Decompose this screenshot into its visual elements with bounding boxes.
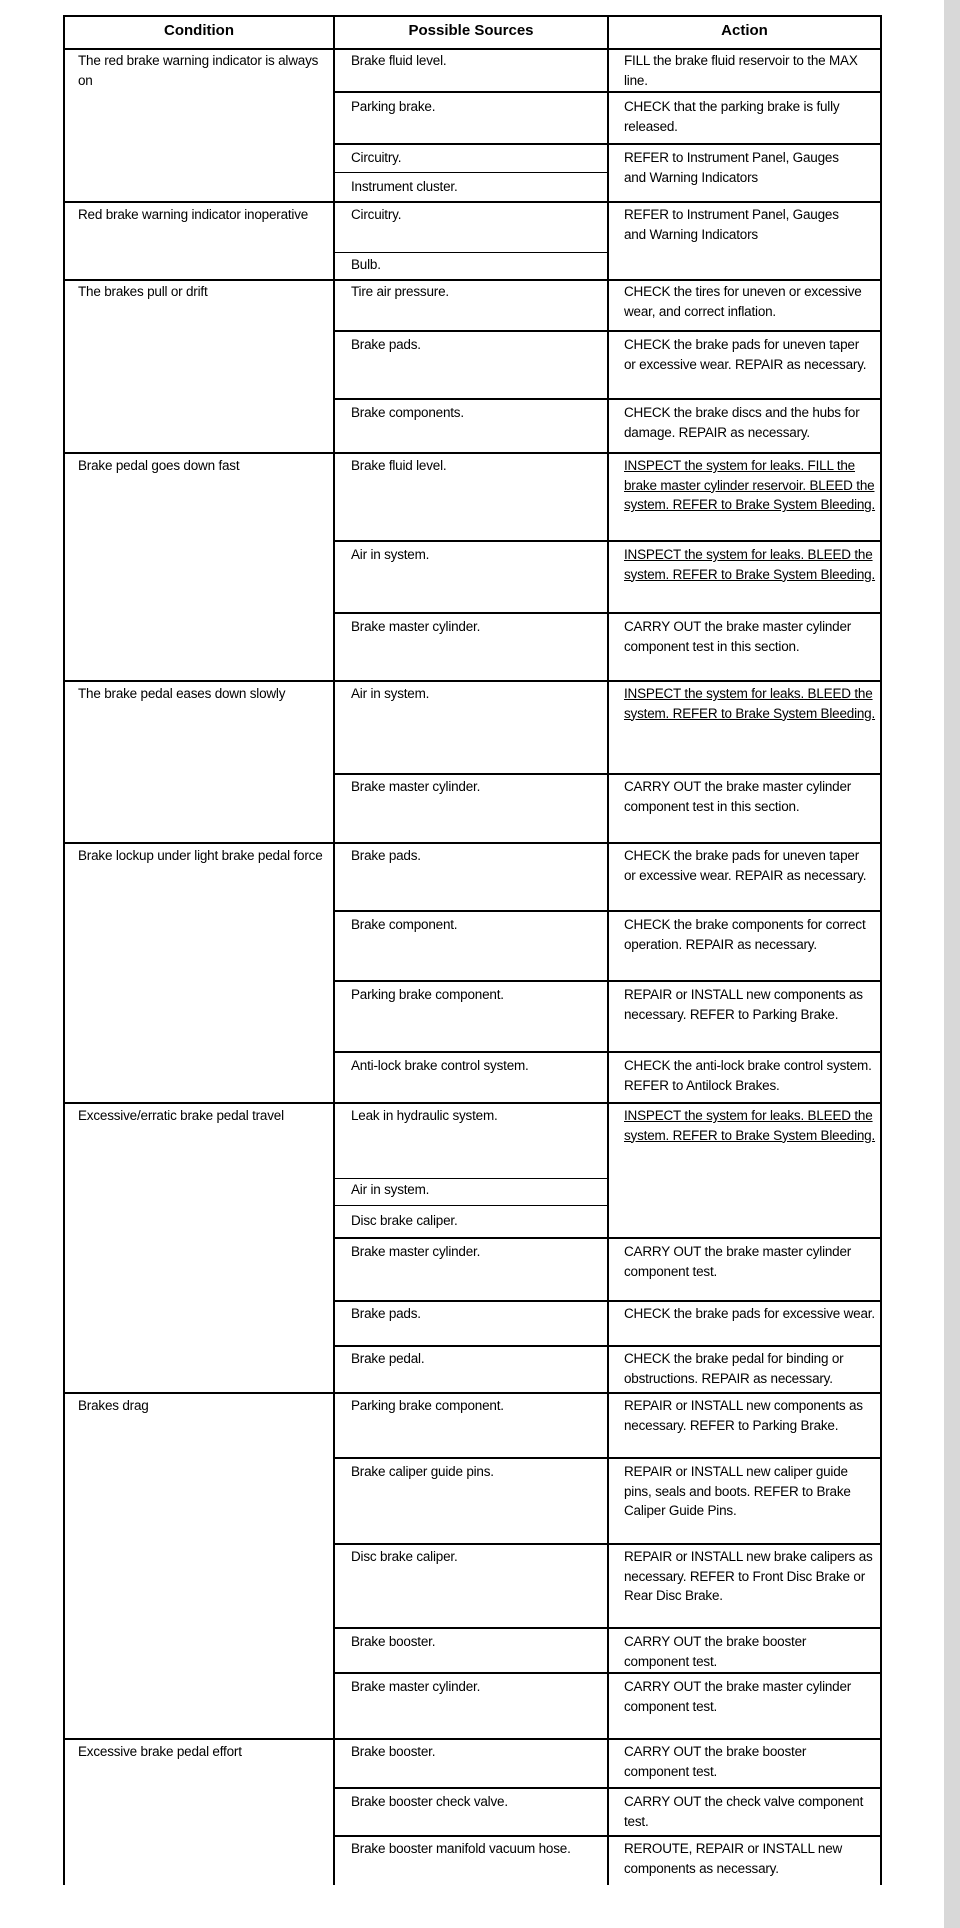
column-divider-2 [607, 15, 609, 1885]
source-cell: Anti-lock brake control system. [351, 1058, 529, 1073]
row-group-divider [63, 842, 882, 844]
condition-cell: The brake pedal eases down slowly [78, 686, 286, 701]
source-cell: Brake pads. [351, 337, 421, 352]
row-divider [335, 1237, 882, 1239]
source-cell: Brake caliper guide pins. [351, 1464, 494, 1479]
action-cell: REROUTE, REPAIR or INSTALL new components as necessary. [624, 1841, 843, 1876]
action-cell: CARRY OUT the check valve component test. [624, 1794, 864, 1829]
source-cell: Disc brake caliper. [351, 1549, 458, 1564]
row-divider [335, 172, 608, 173]
action-cell: CHECK the brake components for correct operation. REPAIR as necessary. [624, 917, 866, 952]
source-cell: Parking brake component. [351, 987, 504, 1002]
action-cell: CHECK the brake pads for uneven taper or excessive wear. REPAIR as necessary. [624, 848, 867, 883]
condition-cell: Red brake warning indicator inoperative [78, 207, 309, 222]
action-cell: CHECK the brake discs and the hubs for damage. REPAIR as necessary. [624, 405, 860, 440]
condition-cell: The red brake warning indicator is always on [78, 53, 319, 88]
source-cell: Brake components. [351, 405, 464, 420]
source-cell: Brake fluid level. [351, 53, 447, 68]
row-divider [335, 1672, 882, 1674]
source-cell: Parking brake. [351, 99, 436, 114]
header-action: Action [721, 22, 768, 39]
condition-cell: The brakes pull or drift [78, 284, 208, 299]
row-divider [335, 1787, 882, 1789]
source-cell: Brake master cylinder. [351, 779, 481, 794]
header-divider [63, 48, 882, 50]
action-cell: REPAIR or INSTALL new components as necessary. REFER to Parking Brake. [624, 1398, 863, 1433]
row-divider [335, 398, 882, 400]
row-divider [335, 330, 882, 332]
row-group-divider [63, 680, 882, 682]
action-cell: CHECK the brake pads for excessive wear. [624, 1306, 875, 1321]
condition-cell: Excessive brake pedal effort [78, 1744, 242, 1759]
row-group-divider [63, 1392, 882, 1394]
header-condition: Condition [164, 22, 234, 39]
source-cell: Tire air pressure. [351, 284, 449, 299]
row-divider [335, 1051, 882, 1053]
source-cell: Brake pads. [351, 848, 421, 863]
action-cell: CHECK the brake pedal for binding or obstructions. REPAIR as necessary. [624, 1351, 844, 1386]
row-divider [335, 1627, 882, 1629]
source-cell: Air in system. [351, 686, 430, 701]
row-divider [335, 1345, 882, 1347]
source-cell: Brake pads. [351, 1306, 421, 1321]
source-cell: Parking brake component. [351, 1398, 504, 1413]
condition-cell: Brake pedal goes down fast [78, 458, 240, 473]
source-cell: Brake master cylinder. [351, 1244, 481, 1259]
row-group-divider [63, 279, 882, 281]
row-group-divider [63, 201, 882, 203]
action-cell: CARRY OUT the brake booster component test. [624, 1634, 807, 1669]
action-cell: CARRY OUT the brake master cylinder component test in this section. [624, 619, 852, 654]
row-divider [335, 143, 882, 145]
action-cell: CHECK the brake pads for uneven taper or excessive wear. REPAIR as necessary. [624, 337, 867, 372]
source-cell: Air in system. [351, 1182, 430, 1197]
table-border-left [63, 15, 65, 1885]
source-cell: Brake booster. [351, 1744, 436, 1759]
table-border-top [63, 15, 882, 17]
table-border-right [880, 15, 882, 1885]
source-cell: Brake booster. [351, 1634, 436, 1649]
row-divider [335, 1178, 608, 1179]
action-cell: CARRY OUT the brake master cylinder component test in this section. [624, 779, 852, 814]
row-divider [335, 980, 882, 982]
action-cell: INSPECT the system for leaks. BLEED the system. REFER to Brake System Bleeding. [624, 686, 876, 721]
page-edge-strip [944, 0, 960, 1928]
source-cell: Brake master cylinder. [351, 1679, 481, 1694]
source-cell: Brake fluid level. [351, 458, 447, 473]
source-cell: Disc brake caliper. [351, 1213, 458, 1228]
row-divider [335, 540, 882, 542]
row-divider [335, 91, 882, 93]
action-cell: CHECK the anti-lock brake control system. REFER to Antilock Brakes. [624, 1058, 872, 1093]
action-cell: REFER to Instrument Panel, Gauges and Warning Indicators [624, 150, 839, 185]
row-group-divider [63, 1738, 882, 1740]
row-divider [335, 612, 882, 614]
row-divider [335, 1543, 882, 1545]
action-cell: FILL the brake fluid reservoir to the MAX line. [624, 53, 858, 88]
action-cell: CHECK that the parking brake is fully released. [624, 99, 840, 134]
action-cell: CARRY OUT the brake master cylinder component test. [624, 1244, 852, 1279]
action-cell: INSPECT the system for leaks. BLEED the system. REFER to Brake System Bleeding. [624, 547, 876, 582]
source-cell: Brake pedal. [351, 1351, 425, 1366]
condition-cell: Brake lockup under light brake pedal force [78, 848, 323, 863]
source-cell: Air in system. [351, 547, 430, 562]
source-cell: Circuitry. [351, 150, 402, 165]
action-cell: CHECK the tires for uneven or excessive wear, and correct inflation. [624, 284, 862, 319]
source-cell: Leak in hydraulic system. [351, 1108, 498, 1123]
action-cell: CARRY OUT the brake master cylinder component test. [624, 1679, 852, 1714]
row-divider [335, 910, 882, 912]
row-divider [335, 773, 882, 775]
action-cell: INSPECT the system for leaks. FILL the brake master cylinder reservoir. BLEED the system. REFER to Brake System Bleeding. [624, 458, 876, 512]
row-divider [335, 252, 608, 253]
action-cell: INSPECT the system for leaks. BLEED the system. REFER to Brake System Bleeding. [624, 1108, 876, 1143]
action-cell: CARRY OUT the brake booster component test. [624, 1744, 807, 1779]
action-cell: REFER to Instrument Panel, Gauges and Warning Indicators [624, 207, 839, 242]
source-cell: Bulb. [351, 257, 381, 272]
source-cell: Circuitry. [351, 207, 402, 222]
action-cell: REPAIR or INSTALL new brake calipers as necessary. REFER to Front Disc Brake or Rear Disc Brake. [624, 1549, 873, 1603]
source-cell: Brake booster manifold vacuum hose. [351, 1841, 571, 1856]
condition-cell: Excessive/erratic brake pedal travel [78, 1108, 284, 1123]
row-divider [335, 1835, 882, 1837]
header-sources: Possible Sources [408, 22, 534, 39]
source-cell: Brake master cylinder. [351, 619, 481, 634]
row-group-divider [63, 452, 882, 454]
row-divider [335, 1205, 608, 1206]
condition-cell: Brakes drag [78, 1398, 149, 1413]
source-cell: Brake component. [351, 917, 458, 932]
source-cell: Brake booster check valve. [351, 1794, 508, 1809]
source-cell: Instrument cluster. [351, 179, 458, 194]
row-group-divider [63, 1102, 882, 1104]
row-divider [335, 1300, 882, 1302]
column-divider-1 [333, 15, 335, 1885]
action-cell: REPAIR or INSTALL new caliper guide pins, seals and boots. REFER to Brake Caliper Guide Pins. [624, 1464, 851, 1518]
row-divider [335, 1457, 882, 1459]
action-cell: REPAIR or INSTALL new components as necessary. REFER to Parking Brake. [624, 987, 863, 1022]
